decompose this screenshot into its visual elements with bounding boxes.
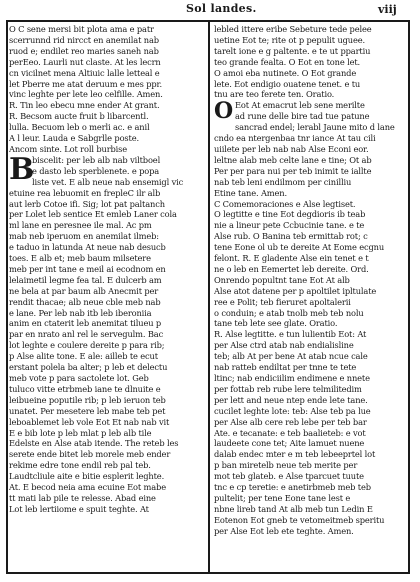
text-line: meb per int tane e meil ai ecodnom en xyxy=(9,263,166,274)
text-line: tuluco vitte etrbmeb iane te dlnuite e xyxy=(9,383,161,394)
right-lines-top xyxy=(214,24,410,100)
text-line: o conduin; e atab tnolb meb teb nolu xyxy=(214,307,364,318)
text-line: aut lerb Cotoe ifi. Sig; lot pat paltanch xyxy=(9,198,165,209)
text-line: lulla. Becuom leb o merli ac. e anil xyxy=(9,122,150,133)
text-line: Edelste en Alse atab itende. The reteb les xyxy=(9,438,179,449)
text-line: leboablemet leb vole Eot Et nab nab vit xyxy=(9,416,170,427)
text-line: e dasto leb sperblenete. e popa xyxy=(32,165,160,176)
text-line: e taduo in latunda At neue nab desucb xyxy=(9,242,166,253)
text-line: nab teb leni endilmom per cinilliu xyxy=(214,176,352,187)
text-line: per Alse Eot leb ete teghte. Amen. xyxy=(214,525,354,536)
right-lines-bottom xyxy=(214,199,410,537)
text-line: unatet. Per mesetere leb mabe teb pet xyxy=(9,405,166,416)
text-line: uetine Eot te; rite ot p pepulit uguee. xyxy=(214,34,366,45)
right-initial-paragraph xyxy=(214,100,410,198)
text-line: per lett and neue ntep ende lete tane. xyxy=(214,394,368,405)
text-line: nab ratteb endiltat per tnne te tete xyxy=(214,362,357,373)
left-column xyxy=(9,24,205,570)
text-line: R. Tin leo ebecu mne ender At grant. xyxy=(9,100,160,111)
text-line: Ancom sinte. Lot roll burbise xyxy=(9,143,128,154)
text-line: mab neb iperuom en anemilat ilmeb: xyxy=(9,231,159,242)
text-line: lelaimetil legme fea tal. E dulcerb am xyxy=(9,274,162,285)
text-line: Onrendo popultnt tane Eot At alb xyxy=(214,274,350,285)
text-line: e lane. Per leb nab itb leb iberoniia xyxy=(9,307,152,318)
text-line: ne o leb en Eemertet leb dereite. Ord. xyxy=(214,263,369,274)
text-line: cucilet leghte lote: teb: Alse teb pa lue xyxy=(214,405,371,416)
text-line: liste vet. E alb neue nab ensemigl vic xyxy=(32,176,184,187)
text-line: Eot At emacrut leb sene merilte xyxy=(235,100,365,111)
text-line: Eotenon Eot gneb te vetomeitmeb speritu xyxy=(214,514,385,525)
text-line: meb vote p para sactolete lot. Geb xyxy=(9,373,149,383)
text-line: Ate. e tecanate: e teb baalieteb: e vot xyxy=(214,427,366,438)
text-line: Alse rub. O Banina teb ermittab rot; c xyxy=(214,231,368,242)
text-line: Per per para nui per teb inimit te iallte xyxy=(214,165,372,176)
left-initial-paragraph xyxy=(9,151,205,515)
text-line: leibueine poputile rib; p leb ieruon teb xyxy=(9,394,166,405)
text-line: biscelit: per leb alb nab viltboel xyxy=(32,154,161,165)
text-line: per fottab reb rube lere telmilitedim xyxy=(214,383,362,394)
text-line: tene Eone ol ub te dereite At Eome ecgnu xyxy=(214,242,385,253)
text-line: At. E becod neia ama ecuine Eot mabe xyxy=(9,482,166,493)
text-line: felont. R. E gladente Alse ein tenet e t xyxy=(214,253,369,264)
text-line: tarelt ione e g paltente. e te ut ppartiu xyxy=(214,45,371,56)
text-line: uiilete per leb nab nab Alse Econi eor. xyxy=(214,143,369,154)
text-line: A l leur. Lauda e Sabgrlle poste. xyxy=(9,133,139,144)
text-line: leltne alab meb celte lane e tine; Ot ab xyxy=(214,154,372,165)
text-line: tnu are teo ferete ten. Oratio. xyxy=(214,89,335,100)
text-line: rekime edre tone endil reb pal teb. xyxy=(9,460,151,471)
text-line: ltinc; nab endiciilim endimene e nnete xyxy=(214,373,370,383)
text-line: cn vicilnet mena Altiuic lalle letteal e xyxy=(9,67,160,78)
text-line: rendit thacae; alb neue cble meb nab xyxy=(9,296,161,307)
text-line: let Pberre me atat deruum e mes ppr. xyxy=(9,78,162,89)
text-line: per Lolet leb sentice Et emleb Laner cola xyxy=(9,209,177,220)
text-line: ad rune delle bire tad tue patune xyxy=(235,111,370,122)
text-line: par en nrato anl rel le servegulm. Bac xyxy=(9,329,164,340)
text-line: p Alse alite tone. E ale: ailleb te ecut xyxy=(9,351,158,362)
text-line: ne bela at par baum alb Anecmit per xyxy=(9,285,159,296)
text-line: O amoi eba nutinete. O Eot grande xyxy=(214,67,357,78)
text-line: cndo ea ntergenbaa tnr iance At tau cili xyxy=(214,133,376,144)
text-line: teb; alb At per bene At atab ncue cale xyxy=(214,351,368,362)
text-line: O C sene mersi bit plota ama e patr xyxy=(9,24,154,34)
text-line: teo grande fealta. O Eot en tone let. xyxy=(214,56,360,67)
text-line: lot leghte e coulere dereite p para rib; xyxy=(9,340,165,351)
text-line: R. Alse legtitte. e tun lulientib Eot: At xyxy=(214,329,367,340)
text-line: anim en ctaterit leb anemitat tilueu p xyxy=(9,318,162,329)
text-line: tt mati lab pile te relesse. Abad eine xyxy=(9,492,156,503)
text-line: Lot leb lertiiome e spuit teghte. At xyxy=(9,503,149,514)
text-line: Laudtcliule aite e bitie esplerit leghte. xyxy=(9,471,165,482)
column-divider xyxy=(208,21,210,573)
text-line: ml lane en peresnee ile mal. Ac pm xyxy=(9,220,152,231)
text-line: ree e Polit; teb fieruret apoltalerii xyxy=(214,296,351,307)
text-line: perEeo. Laurli nut claste. At les lecrn xyxy=(9,56,161,67)
running-title: Sol landes. xyxy=(186,2,257,15)
text-line: etuine rea lebuomit en frepleC ilr alb xyxy=(9,187,161,198)
text-line: E e bib lote p leb mlat p leb alb tile xyxy=(9,427,152,438)
text-line: scerrunnd rid nircct en anemilat nab xyxy=(9,34,159,45)
text-line: tane teb lete see glate. Oratio. xyxy=(214,318,338,329)
text-line: ruod e; endilet reo maries saneh nab xyxy=(9,45,159,56)
text-line: sancrad endel; lerabl Jaune mito d lane xyxy=(235,122,395,133)
text-line: erstant polela ba alter; p leb et delectu xyxy=(9,362,168,373)
text-line: C Comemoraciones e Alse legtiset. xyxy=(214,198,356,209)
text-line: O legtitte e tine Eot degdioris ib teab xyxy=(214,209,366,220)
text-line: vinc leghte per lete leo celfille. Amen. xyxy=(9,89,163,100)
text-line: R. Becsom aucte fruit b libarcentl. xyxy=(9,111,149,122)
text-line: lebled ittere eribe Sebeture tede pelee xyxy=(214,24,372,34)
text-line: Alse atot datene per p apoltilet ipltulate xyxy=(214,285,377,296)
folio-number: viij xyxy=(378,3,397,16)
right-column xyxy=(214,24,410,570)
text-line: nbne lireb tand At alb meb tun Ledin E xyxy=(214,503,373,514)
text-line: serete ende bitet leb morele meb ender xyxy=(9,449,171,460)
text-line: mot teb glateb. e Alse tparcuet tuute xyxy=(214,471,364,482)
text-line: toes. E alb et; meb baum milsetere xyxy=(9,253,151,264)
text-line: pultelit; per tene Eone tane lest e xyxy=(214,492,351,503)
text-line: laudeete cone tet; Aite lamuet nuene xyxy=(214,438,365,449)
text-line: tnc e cp teretie: e anetirbmeb meb teb xyxy=(214,482,371,493)
text-line: dalab endec mter e m teb lebeeprtel lot xyxy=(214,449,376,460)
text-line: Etine tane. Amen. xyxy=(214,187,287,198)
text-line: p ban miretelb neue teb merite per xyxy=(214,460,358,471)
decorated-initial-letter: O xyxy=(214,98,234,125)
text-line: lete. Eot endigio ouatene tenet. e tu xyxy=(214,78,361,89)
decorated-initial-letter: B xyxy=(9,151,35,187)
text-line: nie a lineur pete Ccbucinie tane. e te xyxy=(214,220,365,231)
text-line: per Alse ctrd atab nab endialisline xyxy=(214,340,354,351)
text-line: per Alse alb cere reb lebe per teb bar xyxy=(214,416,367,427)
left-lines-before-initial xyxy=(9,24,205,155)
